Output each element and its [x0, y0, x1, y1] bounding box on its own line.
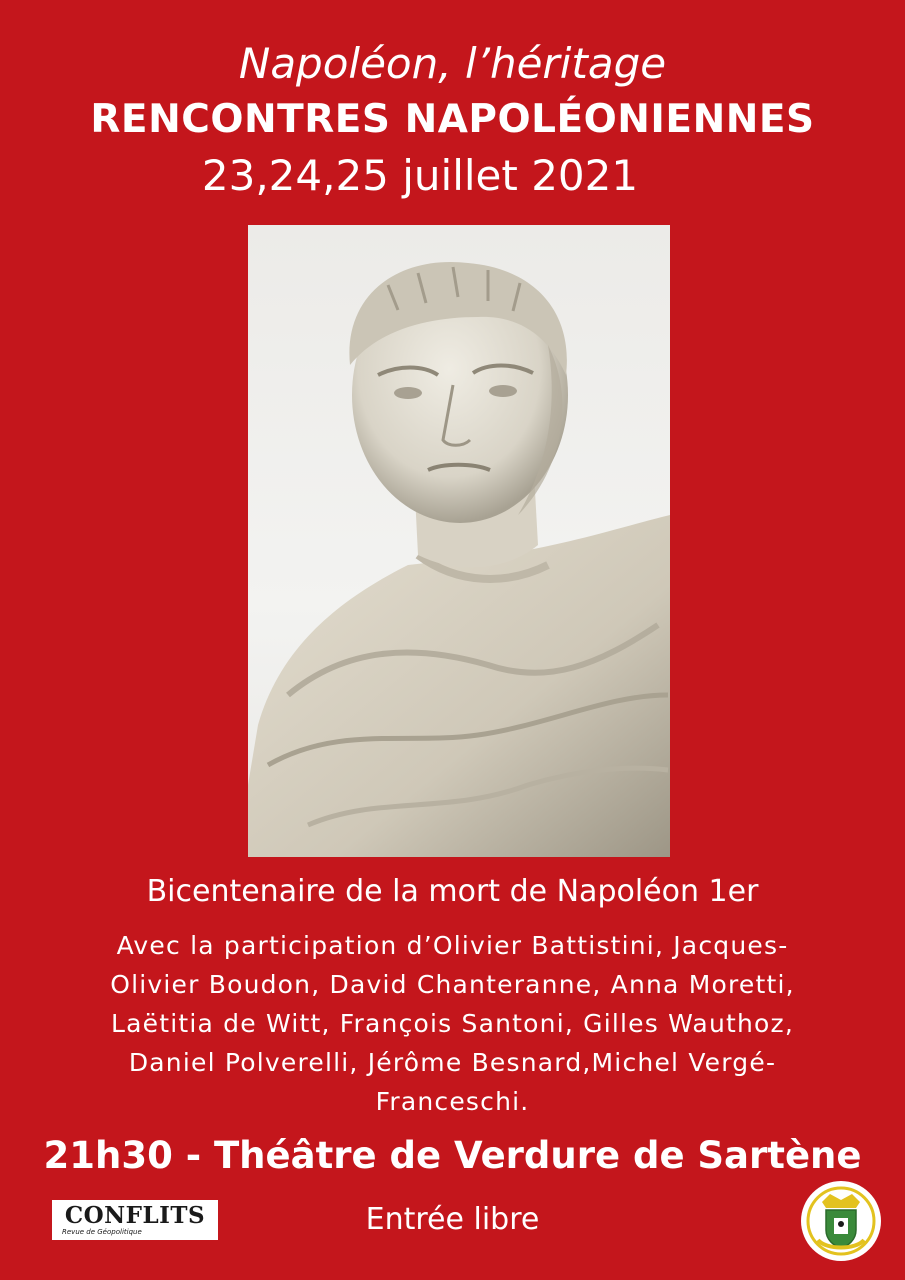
participants-line: Daniel Polverelli, Jérôme Besnard,Michel Vergé- — [128, 1048, 777, 1077]
conflits-logo-subtext: Revue de Géopolitique — [62, 1228, 142, 1236]
page-title: RENCONTRES NAPOLÉONIENNES — [90, 97, 815, 142]
entry-free: Entrée libre — [365, 1202, 540, 1237]
participants-line: Laëtitia de Witt, François Santoni, Gilles Wauthoz, — [110, 1009, 795, 1038]
participants-line: Olivier Boudon, David Chanteranne, Anna Moretti, — [110, 970, 795, 999]
participants-text — [40, 926, 865, 1121]
subtitle-italic: Napoléon, l’héritage — [238, 39, 667, 88]
bust-photo — [248, 225, 670, 857]
participants-line: Franceschi. — [375, 1087, 530, 1116]
participants-line: Avec la participation d’Olivier Battistini, Jacques- — [116, 931, 789, 960]
conflits-logo-text: CONFLITS — [64, 1202, 206, 1229]
bicentenary-subtitle: Bicentenaire de la mort de Napoléon 1er — [146, 874, 759, 909]
city-seal-icon — [800, 1180, 882, 1262]
event-dates: 23,24,25 juillet 2021 — [201, 151, 639, 200]
event-time-location: 21h30 - Théâtre de Verdure de Sartène — [43, 1134, 862, 1177]
bust-illustration — [248, 225, 670, 857]
